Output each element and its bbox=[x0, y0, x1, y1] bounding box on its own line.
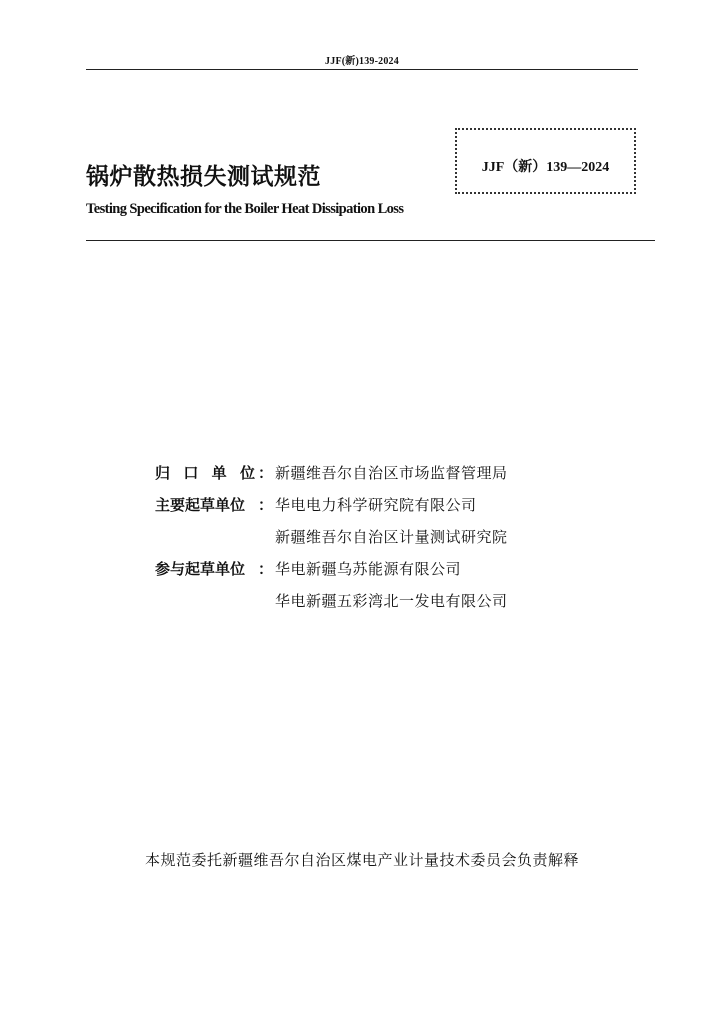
participating-unit-label: 参与起草单位 bbox=[155, 560, 246, 578]
title-chinese: 锅炉散热损失测试规范 bbox=[86, 164, 321, 190]
header-divider bbox=[86, 69, 638, 70]
main-drafting-unit-value: 新疆维吾尔自治区计量测试研究院 bbox=[275, 528, 508, 546]
main-drafting-unit-label: 主要起草单位 bbox=[155, 496, 246, 514]
page-header-code: JJF(新)139-2024 bbox=[325, 56, 399, 67]
participating-unit-colon: ： bbox=[258, 560, 274, 578]
main-drafting-unit-row-2 bbox=[0, 525, 724, 549]
responsible-unit-value: 新疆维吾尔自治区市场监督管理局 bbox=[275, 464, 508, 482]
responsible-unit-row bbox=[0, 461, 724, 485]
specification-code-box bbox=[455, 128, 636, 194]
participating-unit-row bbox=[0, 557, 724, 581]
main-drafting-unit-row bbox=[0, 493, 724, 517]
main-drafting-unit-colon: ： bbox=[258, 496, 274, 514]
participating-unit-value: 华电新疆乌苏能源有限公司 bbox=[275, 560, 462, 578]
responsible-unit-label: 归 口 单 位 bbox=[155, 464, 255, 482]
responsible-unit-colon: ： bbox=[258, 464, 274, 482]
specification-code: JJF（新）139—2024 bbox=[481, 160, 610, 175]
title-divider bbox=[86, 240, 655, 241]
main-drafting-unit-value: 华电电力科学研究院有限公司 bbox=[275, 496, 477, 514]
participating-unit-row-2 bbox=[0, 589, 724, 613]
interpretation-note: 本规范委托新疆维吾尔自治区煤电产业计量技术委员会负责解释 bbox=[144, 851, 579, 869]
participating-unit-value: 华电新疆五彩湾北一发电有限公司 bbox=[275, 592, 508, 610]
title-english: Testing Specification for the Boiler Heat Dissipation Loss bbox=[86, 201, 404, 217]
